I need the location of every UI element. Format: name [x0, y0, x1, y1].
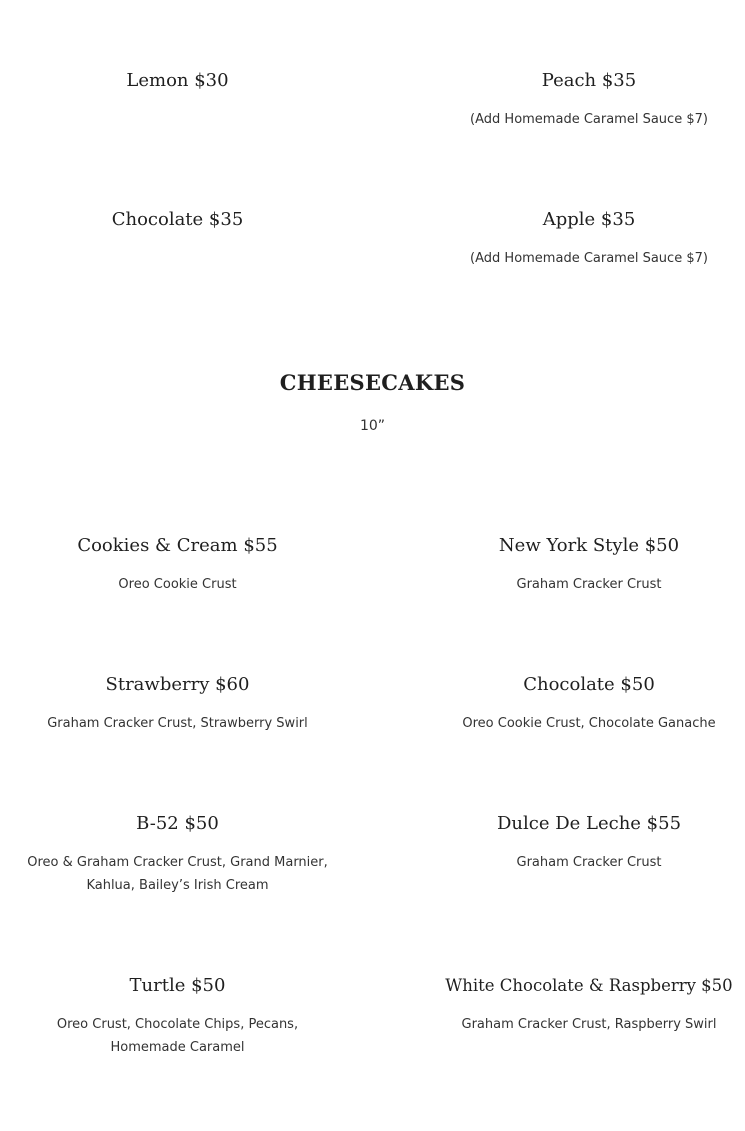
item-description: Graham Cracker Crust: [516, 577, 662, 592]
item-description: (Add Homemade Caramel Sauce $7): [470, 251, 708, 266]
item-description: Graham Cracker Crust, Strawberry Swirl: [47, 716, 308, 731]
item-title: Strawberry $60: [105, 674, 250, 695]
section-heading: CHEESECAKES: [279, 370, 466, 395]
menu-item-white-chocolate-raspberry: [433, 975, 745, 1036]
item-title: New York Style $50: [498, 535, 680, 556]
item-description: [10, 1013, 345, 1059]
section-size: 10”: [359, 418, 386, 434]
item-title: Chocolate $35: [111, 209, 244, 230]
menu-item-chocolate-cheesecake: [433, 674, 745, 735]
menu-item-b52: [10, 813, 345, 897]
item-title: Peach $35: [541, 70, 637, 91]
item-description: Graham Cracker Crust, Raspberry Swirl: [461, 1017, 717, 1032]
item-description: Graham Cracker Crust: [516, 855, 662, 870]
item-description: Oreo Cookie Crust: [118, 577, 237, 592]
item-description-line: Oreo & Graham Cracker Crust, Grand Marnier,: [27, 855, 328, 870]
item-title: Lemon $30: [126, 70, 229, 91]
item-title: Turtle $50: [129, 975, 226, 996]
menu-item-strawberry: [10, 674, 345, 735]
item-description: [10, 851, 345, 897]
item-title: Chocolate $50: [523, 674, 655, 695]
menu-item-new-york-style: [433, 535, 745, 596]
item-description: Oreo Cookie Crust, Chocolate Ganache: [462, 716, 716, 731]
menu-item-apple: [433, 209, 745, 270]
item-title: Dulce De Leche $55: [496, 813, 682, 834]
item-title: Apple $35: [542, 209, 636, 230]
menu-item-turtle: [10, 975, 345, 1059]
menu-item-peach: [433, 70, 745, 131]
menu-item-lemon: [10, 70, 345, 92]
item-title: Cookies & Cream $55: [77, 535, 278, 556]
item-description: (Add Homemade Caramel Sauce $7): [470, 112, 708, 127]
item-title: B-52 $50: [136, 813, 219, 834]
item-description-line: Kahlua, Bailey’s Irish Cream: [86, 878, 269, 893]
item-description-line: Oreo Crust, Chocolate Chips, Pecans,: [56, 1017, 299, 1032]
menu-item-cookies-cream: [10, 535, 345, 596]
item-title: White Chocolate & Raspberry $50: [445, 976, 733, 995]
menu-item-chocolate-pie: [10, 209, 345, 231]
item-description-line: Homemade Caramel: [110, 1040, 245, 1055]
menu-item-dulce-de-leche: [433, 813, 745, 874]
